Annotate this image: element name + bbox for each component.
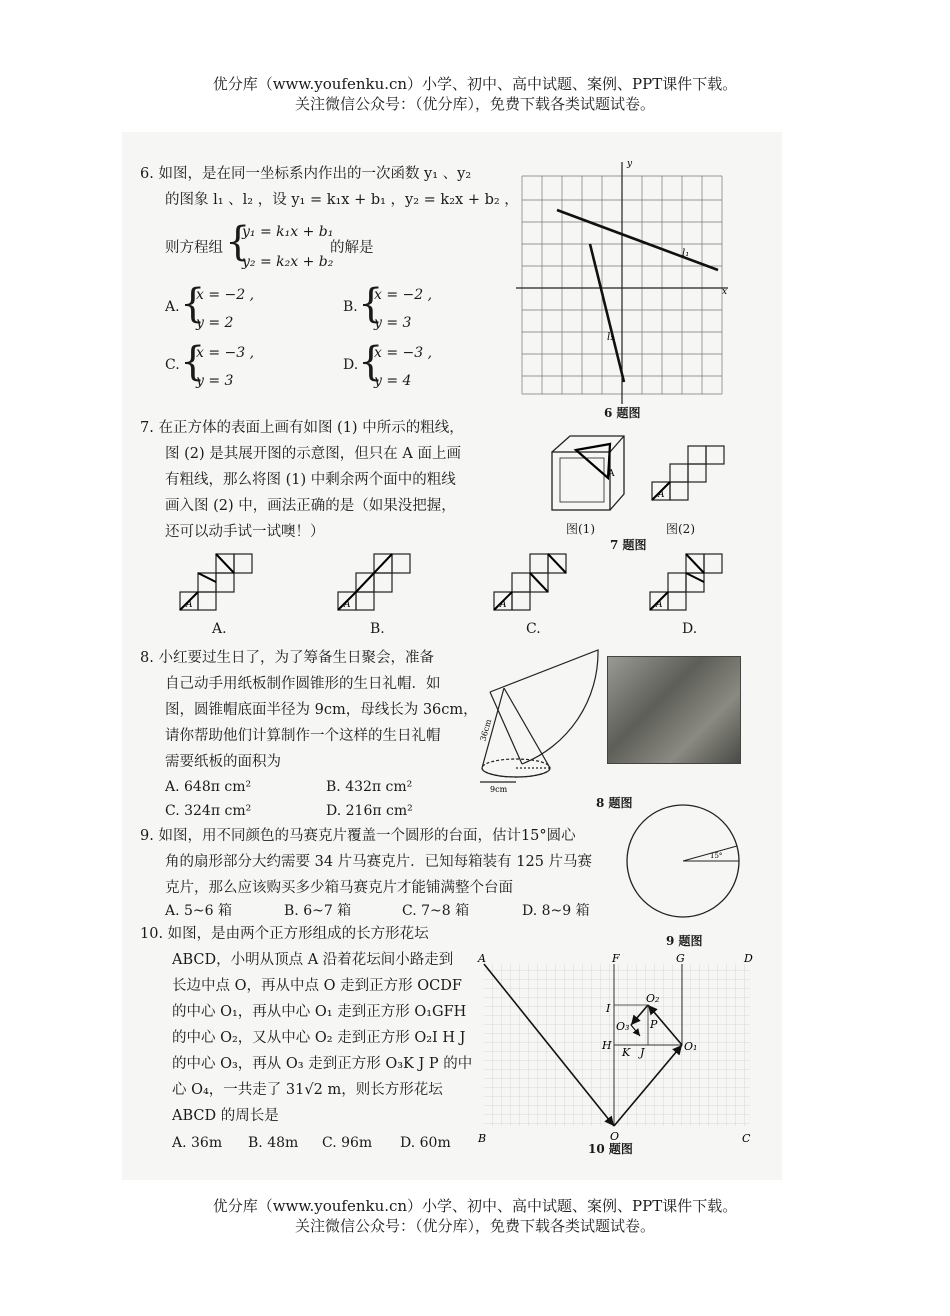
q6-line-3-suffix: 的解是 <box>330 240 374 256</box>
q6-option-c-brace: { <box>180 339 206 385</box>
q6-option-b-brace: { <box>358 281 384 327</box>
q10-point-o3: O₃ <box>616 1020 630 1033</box>
q7-line-3: 有粗线，那么将图 (1) 中剩余两个面中的粗线 <box>165 472 456 488</box>
q6-y-axis-label: y <box>627 159 633 169</box>
q9-circle-figure <box>626 800 756 930</box>
q7-option-a-face: A <box>186 600 193 610</box>
header-line-1: 优分库（www.youfenku.cn）小学、初中、高中试题、案例、PPT课件下载。 <box>212 75 738 93</box>
q7-option-c-net <box>494 552 574 614</box>
q6-option-a-x: x = −2 , <box>196 287 255 303</box>
q9-option-a: A. 5~6 箱 <box>165 903 233 919</box>
q10-line-8: ABCD 的周长是 <box>172 1108 279 1124</box>
q7-fig1-label: 图(1) <box>566 522 595 536</box>
q6-x-axis-label: x <box>722 287 728 297</box>
q8-option-a: A. 648π cm² <box>165 779 252 795</box>
q6-option-d-brace: { <box>358 339 384 385</box>
q7-option-a-label: A. <box>212 621 227 637</box>
q7-option-c-face: A <box>500 600 507 610</box>
q9-angle-label: 15° <box>710 852 723 860</box>
q7-option-d-label: D. <box>682 621 698 637</box>
q7-line-2: 图 (2) 是其展开图的示意图，但只在 A 面上画 <box>165 446 461 462</box>
q8-radius-label: 9cm <box>490 785 508 794</box>
q10-rectangle-figure <box>474 952 764 1145</box>
q9-option-c: C. 7~8 箱 <box>402 903 470 919</box>
q7-option-b-face: A <box>344 600 351 610</box>
q8-slant-label: 36cm <box>478 718 494 743</box>
q6-option-a-y: y = 2 <box>196 315 234 331</box>
q10-option-b: B. 48m <box>248 1135 299 1151</box>
q8-line-5: 需要纸板的面积为 <box>165 754 281 770</box>
q10-line-2: ABCD，小明从顶点 A 沿着花坛间小路走到 <box>172 952 454 968</box>
q7-line-5: 还可以动手试一试噢！） <box>165 524 325 540</box>
q6-line-2: 的图象 l₁ 、l₂ ，设 y₁ = k₁x + b₁ ，y₂ = k₂x + b₂ ， <box>165 192 519 208</box>
q7-line-1: 7. 在正方体的表面上画有如图 (1) 中所示的粗线， <box>140 420 464 436</box>
q6-option-b-y: y = 3 <box>374 315 412 331</box>
q6-caption: 6 题图 <box>604 406 641 420</box>
q7-cube-figure <box>548 432 628 517</box>
q10-point-d: D <box>744 952 753 965</box>
q8-line-4: 请你帮助他们计算制作一个这样的生日礼帽 <box>165 728 441 744</box>
q9-caption: 9 题图 <box>666 934 703 948</box>
q9-line-3: 克片，那么应该购买多少箱马赛克片才能铺满整个台面 <box>165 880 513 896</box>
q10-point-j: J <box>640 1046 645 1059</box>
q10-point-o2: O₂ <box>646 992 660 1005</box>
q10-line-4: 的中心 O₁，再从中心 O₁ 走到正方形 O₁GFH <box>172 1004 467 1020</box>
q8-option-d: D. 216π cm² <box>326 803 413 819</box>
q10-point-h: H <box>602 1039 612 1052</box>
q8-cone-figure <box>470 640 605 800</box>
q6-option-d-label: D. <box>343 357 359 373</box>
q6-line-1: 6. 如图，是在同一坐标系内作出的一次函数 y₁ 、y₂ <box>140 166 472 182</box>
q7-line-4: 画入图 (2) 中，画法正确的是（如果没把握， <box>165 498 456 514</box>
q10-point-i: I <box>606 1002 611 1015</box>
q6-line-l1 <box>557 210 718 270</box>
header-line-2: 关注微信公众号：（优分库），免费下载各类试题试卷。 <box>294 95 655 113</box>
q10-point-o: O <box>610 1130 620 1143</box>
q6-option-a-label: A. <box>165 299 180 315</box>
q10-option-a: A. 36m <box>172 1135 223 1151</box>
q10-point-b: B <box>478 1132 487 1145</box>
q10-point-f: F <box>612 952 620 965</box>
q9-line-1: 9. 如图，用不同颜色的马赛克片覆盖一个圆形的台面，估计15°圆心 <box>140 828 576 844</box>
q10-point-k: K <box>622 1046 631 1059</box>
q8-line-3: 图，圆锥帽底面半径为 9cm，母线长为 36cm， <box>165 702 478 718</box>
q6-system-eq-2: y₂ = k₂x + b₂ <box>242 254 334 270</box>
q6-line-l2 <box>590 244 624 382</box>
q8-line-1: 8. 小红要过生日了，为了筹备生日聚会，准备 <box>140 650 434 666</box>
q7-option-d-face: A <box>656 600 663 610</box>
q7-option-b-net <box>338 552 418 614</box>
q8-option-b: B. 432π cm² <box>326 779 413 795</box>
q9-option-b: B. 6~7 箱 <box>284 903 352 919</box>
birthday-photo <box>607 656 741 764</box>
q8-line-2: 自己动手用纸板制作圆锥形的生日礼帽．如 <box>165 676 441 692</box>
q9-option-d: D. 8~9 箱 <box>522 903 590 919</box>
q6-option-c-x: x = −3 , <box>196 345 255 361</box>
q6-option-c-label: C. <box>165 357 180 373</box>
q6-l2-label: l₂ <box>607 332 615 343</box>
q7-fig2-label: 图(2) <box>666 522 695 536</box>
q10-point-a: A <box>478 952 486 965</box>
q7-net-figure <box>652 444 732 504</box>
q10-point-p: P <box>650 1018 658 1031</box>
q8-option-c: C. 324π cm² <box>165 803 252 819</box>
q9-line-2: 角的扇形部分大约需要 34 片马赛克片．已知每箱装有 125 片马赛 <box>165 854 593 870</box>
q10-caption: 10 题图 <box>588 1142 633 1156</box>
q6-option-a-brace: { <box>180 281 206 327</box>
q6-option-c-y: y = 3 <box>196 373 234 389</box>
q10-line-6: 的中心 O₃，再从 O₃ 走到正方形 O₃K J P 的中 <box>172 1056 473 1072</box>
q7-option-c-label: C. <box>526 621 541 637</box>
q6-option-d-y: y = 4 <box>374 373 412 389</box>
q7-option-d-net <box>650 552 730 614</box>
q7-net-face-a: A <box>658 490 665 500</box>
q10-option-d: D. 60m <box>400 1135 451 1151</box>
q10-line-5: 的中心 O₂，又从中心 O₂ 走到正方形 O₂I H J <box>172 1030 466 1046</box>
q10-option-c: C. 96m <box>322 1135 373 1151</box>
q10-point-c: C <box>742 1132 751 1145</box>
footer-line-1: 优分库（www.youfenku.cn）小学、初中、高中试题、案例、PPT课件下载。 <box>212 1197 738 1215</box>
q7-cube-face-a: A <box>608 469 615 479</box>
q6-option-b-label: B. <box>343 299 358 315</box>
q10-line-7: 心 O₄，一共走了 31√2 m，则长方形花坛 <box>172 1082 443 1098</box>
q6-line-3-prefix: 则方程组 <box>165 240 223 256</box>
q6-option-b-x: x = −2 , <box>374 287 433 303</box>
q6-option-d-x: x = −3 , <box>374 345 433 361</box>
q7-option-a-net <box>180 552 260 614</box>
q8-caption: 8 题图 <box>596 796 633 810</box>
q10-point-o1: O₁ <box>684 1040 698 1053</box>
footer-line-2: 关注微信公众号：（优分库），免费下载各类试题试卷。 <box>294 1217 655 1235</box>
q10-line-3: 长边中点 O，再从中点 O 走到正方形 OCDF <box>172 978 462 994</box>
q6-coordinate-graph <box>512 158 732 408</box>
q7-caption: 7 题图 <box>610 538 647 552</box>
q6-l1-label: l₁ <box>682 248 690 259</box>
q10-line-1: 10. 如图，是由两个正方形组成的长方形花坛 <box>140 926 429 942</box>
q7-option-b-label: B. <box>370 621 385 637</box>
q6-system-eq-1: y₁ = k₁x + b₁ <box>242 224 334 240</box>
q10-point-g: G <box>676 952 685 965</box>
q6-system-brace: { <box>225 219 251 265</box>
